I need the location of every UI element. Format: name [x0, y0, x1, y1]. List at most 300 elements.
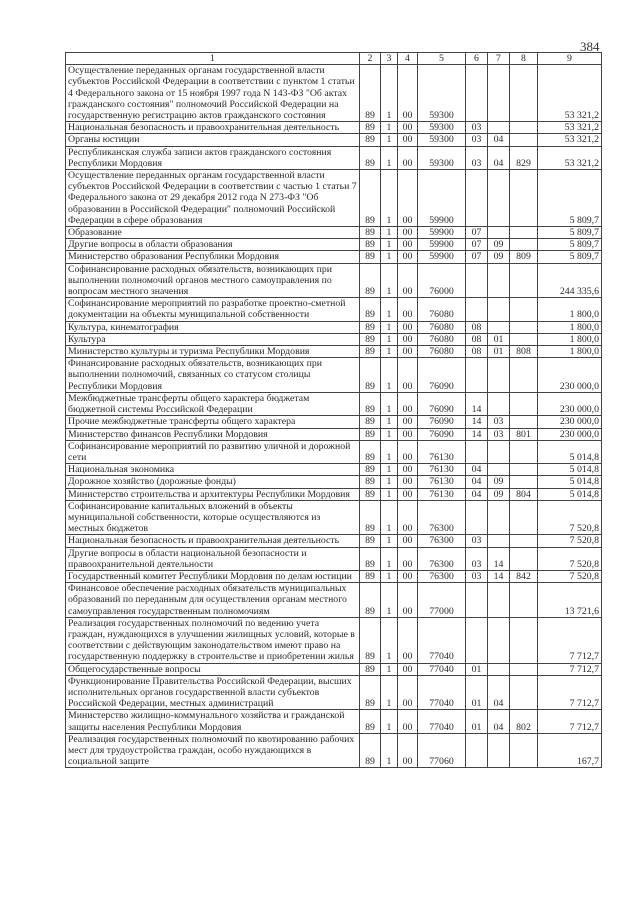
row-name-cell: Осуществление переданных органам государственной власти субъектов Российской Федерации в соответствии с частью 1 статьи 7 Федерального закона от 29 декабря 2012 года N 273-ФЗ "Об образовании в Российской Федерации" полномочий Российской Федерации в сфере образования: [66, 170, 360, 227]
row-name-cell: Органы юстиции: [66, 134, 360, 146]
row-code-cell: 76130: [418, 488, 466, 500]
row-code-cell: 01: [488, 333, 510, 345]
row-amount-cell: 7 712,7: [538, 663, 602, 675]
row-code-cell: [488, 392, 510, 415]
row-code-cell: 89: [360, 733, 381, 768]
table-row: [66, 428, 602, 440]
row-code-cell: [488, 358, 510, 393]
row-code-cell: 76090: [418, 358, 466, 393]
row-code-cell: [510, 464, 538, 476]
row-code-cell: [488, 65, 510, 122]
row-code-cell: 89: [360, 428, 381, 440]
row-code-cell: 77000: [418, 583, 466, 618]
row-code-cell: [510, 440, 538, 463]
row-code-cell: 09: [488, 488, 510, 500]
row-code-cell: 76090: [418, 428, 466, 440]
row-code-cell: [510, 122, 538, 134]
row-code-cell: [466, 617, 488, 663]
row-amount-cell: 7 520,8: [538, 570, 602, 582]
row-code-cell: 1: [381, 440, 398, 463]
row-code-cell: 00: [398, 263, 418, 298]
row-name-cell: Софинансирование мероприятий по разработке проектно-сметной документации на объекты муниципальной собственности: [66, 298, 360, 321]
row-code-cell: 808: [510, 346, 538, 358]
row-amount-cell: 5 809,7: [538, 227, 602, 239]
table-row: [66, 733, 602, 768]
row-code-cell: [466, 65, 488, 122]
row-code-cell: 01: [466, 663, 488, 675]
row-amount-cell: 5 014,8: [538, 464, 602, 476]
row-code-cell: 1: [381, 488, 398, 500]
row-code-cell: 00: [398, 428, 418, 440]
row-code-cell: 76130: [418, 476, 466, 488]
row-code-cell: [488, 464, 510, 476]
row-code-cell: 89: [360, 675, 381, 710]
row-code-cell: 1: [381, 333, 398, 345]
row-code-cell: [488, 733, 510, 768]
row-code-cell: 00: [398, 464, 418, 476]
table-row: [66, 239, 602, 251]
table-row: [66, 535, 602, 547]
row-code-cell: 1: [381, 535, 398, 547]
row-code-cell: [488, 298, 510, 321]
table-row: [66, 570, 602, 582]
row-amount-cell: 7 712,7: [538, 617, 602, 663]
row-code-cell: 1: [381, 675, 398, 710]
row-code-cell: 89: [360, 663, 381, 675]
row-code-cell: 03: [466, 570, 488, 582]
row-code-cell: [466, 583, 488, 618]
row-code-cell: 1: [381, 500, 398, 535]
header-col-6: 6: [466, 53, 488, 65]
row-amount-cell: 1 800,0: [538, 298, 602, 321]
row-name-cell: Дорожное хозяйство (дорожные фонды): [66, 476, 360, 488]
row-code-cell: 00: [398, 134, 418, 146]
row-amount-cell: 5 809,7: [538, 239, 602, 251]
row-code-cell: 00: [398, 416, 418, 428]
row-code-cell: 809: [510, 251, 538, 263]
row-code-cell: 1: [381, 239, 398, 251]
row-amount-cell: 230 000,0: [538, 416, 602, 428]
row-code-cell: 1: [381, 134, 398, 146]
row-code-cell: 76000: [418, 263, 466, 298]
row-code-cell: 14: [488, 570, 510, 582]
row-code-cell: [488, 617, 510, 663]
row-code-cell: [510, 227, 538, 239]
row-name-cell: Осуществление переданных органам государственной власти субъектов Российской Федерации в соответствии с пунктом 1 статьи 4 Федерального закона от 15 ноября 1997 года N 143-ФЗ "Об актах гражданского состояния" полномочий Российской Федерации на государственную регистрацию актов гражданского состояния: [66, 65, 360, 122]
row-code-cell: 89: [360, 333, 381, 345]
row-code-cell: 1: [381, 321, 398, 333]
row-code-cell: 76080: [418, 321, 466, 333]
row-code-cell: [488, 663, 510, 675]
row-code-cell: [510, 500, 538, 535]
row-code-cell: [510, 170, 538, 227]
row-code-cell: 08: [466, 333, 488, 345]
row-code-cell: 1: [381, 733, 398, 768]
row-code-cell: [488, 583, 510, 618]
table-row: [66, 134, 602, 146]
row-name-cell: Софинансирование капитальных вложений в объекты муниципальной собственности, которые осуществляются из местных бюджетов: [66, 500, 360, 535]
row-code-cell: 59300: [418, 65, 466, 122]
row-code-cell: 1: [381, 476, 398, 488]
row-code-cell: 00: [398, 321, 418, 333]
row-name-cell: Культура: [66, 333, 360, 345]
row-code-cell: 14: [466, 392, 488, 415]
row-name-cell: Национальная экономика: [66, 464, 360, 476]
row-name-cell: Финансирование расходных обязательств, возникающих при выполнении полномочий, связанных со статусом столицы Республики Мордовия: [66, 358, 360, 393]
table-header-row: [66, 53, 602, 65]
row-amount-cell: 5 014,8: [538, 488, 602, 500]
row-code-cell: 00: [398, 239, 418, 251]
row-code-cell: 01: [466, 675, 488, 710]
table-row: [66, 346, 602, 358]
row-code-cell: 03: [466, 547, 488, 570]
row-amount-cell: 7 712,7: [538, 710, 602, 733]
row-code-cell: 04: [488, 710, 510, 733]
row-code-cell: [466, 500, 488, 535]
row-name-cell: Министерство культуры и туризма Республики Мордовия: [66, 346, 360, 358]
row-code-cell: [510, 134, 538, 146]
row-code-cell: [510, 476, 538, 488]
row-name-cell: Государственный комитет Республики Мордовия по делам юстиции: [66, 570, 360, 582]
row-code-cell: 89: [360, 146, 381, 169]
row-code-cell: 00: [398, 733, 418, 768]
row-code-cell: 89: [360, 583, 381, 618]
row-code-cell: [510, 65, 538, 122]
row-name-cell: Культура, кинематография: [66, 321, 360, 333]
row-code-cell: [466, 733, 488, 768]
row-code-cell: 59900: [418, 251, 466, 263]
row-code-cell: [466, 440, 488, 463]
row-code-cell: 76300: [418, 535, 466, 547]
row-code-cell: 89: [360, 321, 381, 333]
row-code-cell: [510, 663, 538, 675]
row-code-cell: 09: [488, 239, 510, 251]
row-code-cell: [510, 617, 538, 663]
row-code-cell: 802: [510, 710, 538, 733]
row-name-cell: Образование: [66, 227, 360, 239]
row-amount-cell: 53 321,2: [538, 122, 602, 134]
row-code-cell: [510, 733, 538, 768]
row-amount-cell: 5 014,8: [538, 476, 602, 488]
row-code-cell: [510, 535, 538, 547]
row-amount-cell: 7 520,8: [538, 535, 602, 547]
table-row: [66, 298, 602, 321]
row-code-cell: 77060: [418, 733, 466, 768]
row-code-cell: [510, 675, 538, 710]
row-code-cell: 829: [510, 146, 538, 169]
row-code-cell: [488, 440, 510, 463]
row-amount-cell: 244 335,6: [538, 263, 602, 298]
row-name-cell: Другие вопросы в области образования: [66, 239, 360, 251]
row-name-cell: Прочие межбюджетные трансферты общего характера: [66, 416, 360, 428]
header-col-3: 3: [381, 53, 398, 65]
table-row: [66, 488, 602, 500]
table-row: [66, 440, 602, 463]
row-name-cell: Национальная безопасность и правоохранительная деятельность: [66, 122, 360, 134]
row-code-cell: 00: [398, 535, 418, 547]
row-code-cell: 00: [398, 617, 418, 663]
row-code-cell: 03: [466, 535, 488, 547]
table-row: [66, 333, 602, 345]
row-name-cell: Финансовое обеспечение расходных обязательств муниципальных образований по переданным для осуществления органам местного самоуправления государственным полномочиям: [66, 583, 360, 618]
row-code-cell: 07: [466, 239, 488, 251]
row-code-cell: 00: [398, 500, 418, 535]
row-name-cell: Республиканская служба записи актов гражданского состояния Республики Мордовия: [66, 146, 360, 169]
row-code-cell: 1: [381, 358, 398, 393]
table-row: [66, 583, 602, 618]
row-code-cell: 00: [398, 65, 418, 122]
row-code-cell: 03: [466, 122, 488, 134]
row-code-cell: 00: [398, 583, 418, 618]
row-code-cell: 77040: [418, 675, 466, 710]
row-code-cell: 89: [360, 547, 381, 570]
row-code-cell: 1: [381, 263, 398, 298]
row-code-cell: 89: [360, 416, 381, 428]
row-amount-cell: 53 321,2: [538, 134, 602, 146]
row-code-cell: 89: [360, 500, 381, 535]
row-code-cell: 00: [398, 675, 418, 710]
row-code-cell: [510, 333, 538, 345]
header-col-4: 4: [398, 53, 418, 65]
row-code-cell: [510, 392, 538, 415]
row-code-cell: [488, 170, 510, 227]
row-code-cell: 1: [381, 65, 398, 122]
row-code-cell: [510, 358, 538, 393]
row-code-cell: 07: [466, 251, 488, 263]
row-code-cell: 14: [466, 428, 488, 440]
row-code-cell: 89: [360, 298, 381, 321]
row-name-cell: Софинансирование расходных обязательств, возникающих при выполнении полномочий органов местного самоуправления по вопросам местного значения: [66, 263, 360, 298]
row-code-cell: 1: [381, 170, 398, 227]
table-row: [66, 392, 602, 415]
row-code-cell: 00: [398, 251, 418, 263]
row-name-cell: Межбюджетные трансферты общего характера бюджетам бюджетной системы Российской Федерации: [66, 392, 360, 415]
row-name-cell: Министерство жилищно-коммунального хозяйства и гражданской защиты населения Республики Мордовия: [66, 710, 360, 733]
row-code-cell: 89: [360, 392, 381, 415]
row-code-cell: 1: [381, 416, 398, 428]
table-row: [66, 170, 602, 227]
row-code-cell: 89: [360, 488, 381, 500]
row-code-cell: 08: [466, 346, 488, 358]
row-code-cell: 00: [398, 333, 418, 345]
row-code-cell: 59300: [418, 122, 466, 134]
row-name-cell: Общегосударственные вопросы: [66, 663, 360, 675]
row-code-cell: 00: [398, 227, 418, 239]
row-code-cell: [510, 298, 538, 321]
row-code-cell: 89: [360, 570, 381, 582]
row-code-cell: [510, 583, 538, 618]
row-code-cell: [488, 535, 510, 547]
row-code-cell: 1: [381, 227, 398, 239]
row-code-cell: [488, 122, 510, 134]
header-col-2: 2: [360, 53, 381, 65]
table-row: [66, 65, 602, 122]
row-amount-cell: 53 321,2: [538, 146, 602, 169]
table-row: [66, 263, 602, 298]
row-code-cell: 00: [398, 346, 418, 358]
row-code-cell: 00: [398, 298, 418, 321]
row-code-cell: 00: [398, 122, 418, 134]
row-code-cell: 04: [466, 488, 488, 500]
row-code-cell: 00: [398, 710, 418, 733]
row-code-cell: 76080: [418, 333, 466, 345]
row-code-cell: 04: [488, 675, 510, 710]
row-code-cell: 89: [360, 476, 381, 488]
row-code-cell: 04: [466, 464, 488, 476]
row-code-cell: 77040: [418, 710, 466, 733]
table-row: [66, 476, 602, 488]
row-amount-cell: 5 809,7: [538, 251, 602, 263]
row-code-cell: 89: [360, 134, 381, 146]
row-code-cell: 04: [488, 146, 510, 169]
row-code-cell: 00: [398, 476, 418, 488]
row-code-cell: 1: [381, 663, 398, 675]
row-code-cell: 59900: [418, 227, 466, 239]
row-code-cell: 89: [360, 65, 381, 122]
row-amount-cell: 230 000,0: [538, 428, 602, 440]
row-code-cell: 89: [360, 170, 381, 227]
row-amount-cell: 1 800,0: [538, 346, 602, 358]
row-amount-cell: 230 000,0: [538, 392, 602, 415]
row-code-cell: 1: [381, 146, 398, 169]
row-code-cell: 59900: [418, 239, 466, 251]
row-code-cell: 03: [466, 146, 488, 169]
row-code-cell: [466, 170, 488, 227]
row-code-cell: 03: [488, 416, 510, 428]
budget-table: [65, 52, 602, 768]
table-row: [66, 146, 602, 169]
row-amount-cell: 13 721,6: [538, 583, 602, 618]
row-code-cell: 76130: [418, 464, 466, 476]
row-name-cell: Реализация государственных полномочий по квотированию рабочих мест для трудоустройства граждан, особо нуждающихся в социальной защите: [66, 733, 360, 768]
row-code-cell: 03: [466, 134, 488, 146]
row-code-cell: 89: [360, 346, 381, 358]
row-code-cell: [466, 263, 488, 298]
header-col-9: 9: [538, 53, 602, 65]
row-code-cell: 89: [360, 440, 381, 463]
row-code-cell: 77040: [418, 617, 466, 663]
table-row: [66, 122, 602, 134]
row-code-cell: 76300: [418, 570, 466, 582]
row-code-cell: [488, 500, 510, 535]
row-name-cell: Министерство строительства и архитектуры Республики Мордовия: [66, 488, 360, 500]
row-code-cell: 1: [381, 570, 398, 582]
row-code-cell: 00: [398, 570, 418, 582]
row-amount-cell: 230 000,0: [538, 358, 602, 393]
row-code-cell: 89: [360, 122, 381, 134]
table-row: [66, 464, 602, 476]
row-name-cell: Функционирование Правительства Российской Федерации, высших исполнительных органов государственной власти субъектов Российской Федерации, местных администраций: [66, 675, 360, 710]
row-code-cell: 00: [398, 392, 418, 415]
table-row: [66, 617, 602, 663]
row-code-cell: 89: [360, 617, 381, 663]
row-code-cell: 1: [381, 547, 398, 570]
table-row: [66, 358, 602, 393]
row-amount-cell: 1 800,0: [538, 321, 602, 333]
row-name-cell: Министерство образования Республики Мордовия: [66, 251, 360, 263]
row-code-cell: 09: [488, 251, 510, 263]
row-code-cell: 1: [381, 251, 398, 263]
row-code-cell: [510, 416, 538, 428]
row-code-cell: [488, 263, 510, 298]
header-col-1: 1: [66, 53, 360, 65]
row-code-cell: 1: [381, 464, 398, 476]
row-code-cell: 76080: [418, 298, 466, 321]
table-row: [66, 500, 602, 535]
row-name-cell: Министерство финансов Республики Мордовия: [66, 428, 360, 440]
row-code-cell: [488, 227, 510, 239]
row-name-cell: Национальная безопасность и правоохранительная деятельность: [66, 535, 360, 547]
row-code-cell: 76300: [418, 500, 466, 535]
row-code-cell: 1: [381, 428, 398, 440]
row-code-cell: 804: [510, 488, 538, 500]
row-code-cell: 00: [398, 170, 418, 227]
row-code-cell: 59900: [418, 170, 466, 227]
row-code-cell: 1: [381, 346, 398, 358]
row-name-cell: Другие вопросы в области национальной безопасности и правоохранительной деятельности: [66, 547, 360, 570]
row-code-cell: 89: [360, 239, 381, 251]
row-code-cell: 842: [510, 570, 538, 582]
row-code-cell: 04: [488, 134, 510, 146]
row-code-cell: 59300: [418, 146, 466, 169]
header-col-8: 8: [510, 53, 538, 65]
row-amount-cell: 7 712,7: [538, 675, 602, 710]
row-code-cell: 03: [488, 428, 510, 440]
page-number: 384: [580, 39, 600, 54]
row-code-cell: [510, 547, 538, 570]
table-row: [66, 663, 602, 675]
header-col-7: 7: [488, 53, 510, 65]
row-code-cell: 1: [381, 583, 398, 618]
row-code-cell: 00: [398, 146, 418, 169]
row-code-cell: 07: [466, 227, 488, 239]
row-code-cell: [510, 263, 538, 298]
row-code-cell: 00: [398, 440, 418, 463]
row-code-cell: 76090: [418, 392, 466, 415]
row-code-cell: 89: [360, 710, 381, 733]
row-code-cell: [488, 321, 510, 333]
row-code-cell: 08: [466, 321, 488, 333]
row-amount-cell: 1 800,0: [538, 333, 602, 345]
row-amount-cell: 5 014,8: [538, 440, 602, 463]
row-code-cell: 00: [398, 547, 418, 570]
row-code-cell: 01: [466, 710, 488, 733]
row-code-cell: 59300: [418, 134, 466, 146]
row-code-cell: 00: [398, 488, 418, 500]
row-code-cell: 89: [360, 263, 381, 298]
row-name-cell: Реализация государственных полномочий по ведению учета граждан, нуждающихся в улучшении жилищных условий, которые в соответствии с действующим законодательством имеют право на государственную поддержку в строительстве и приобретении жилья: [66, 617, 360, 663]
row-code-cell: 76130: [418, 440, 466, 463]
row-code-cell: 1: [381, 298, 398, 321]
table-row: [66, 321, 602, 333]
row-code-cell: 04: [466, 476, 488, 488]
row-code-cell: 77040: [418, 663, 466, 675]
row-code-cell: 89: [360, 251, 381, 263]
row-code-cell: [510, 321, 538, 333]
row-code-cell: 89: [360, 227, 381, 239]
row-code-cell: 89: [360, 464, 381, 476]
row-code-cell: 89: [360, 358, 381, 393]
row-code-cell: [466, 298, 488, 321]
row-code-cell: 14: [466, 416, 488, 428]
row-code-cell: 09: [488, 476, 510, 488]
row-amount-cell: 53 321,2: [538, 65, 602, 122]
row-code-cell: 01: [488, 346, 510, 358]
row-name-cell: Софинансирование мероприятий по развитию уличной и дорожной сети: [66, 440, 360, 463]
table-row: [66, 416, 602, 428]
row-amount-cell: 5 809,7: [538, 170, 602, 227]
row-code-cell: 00: [398, 358, 418, 393]
